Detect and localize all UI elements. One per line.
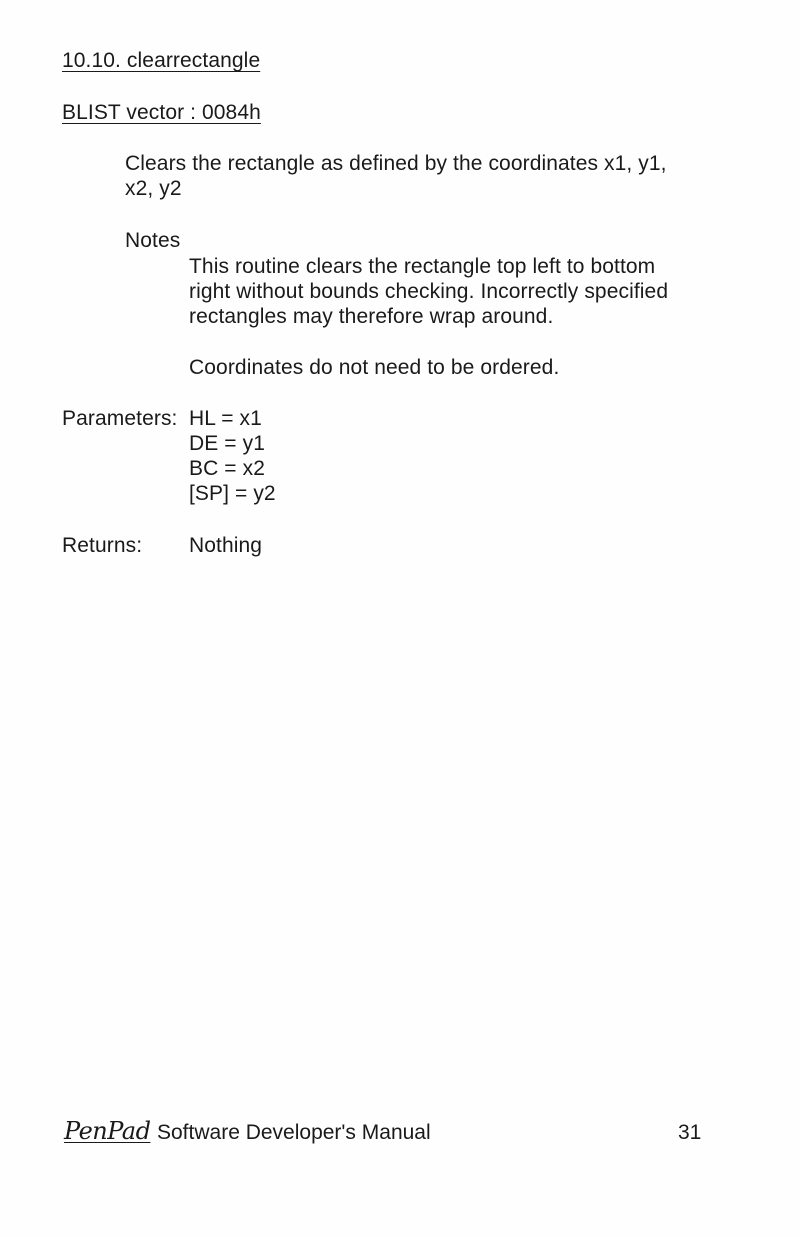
- section-title: 10.10. clearrectangle: [62, 49, 261, 72]
- parameter-bc: BC = x2: [189, 457, 265, 480]
- description-line-2: x2, y2: [125, 177, 182, 200]
- description-line-1: Clears the rectangle as defined by the coordinates x1, y1,: [125, 152, 667, 175]
- penpad-logo: PenPad: [64, 1117, 151, 1145]
- parameter-hl: HL = x1: [189, 407, 262, 430]
- notes-paragraph-1-line-3: rectangles may therefore wrap around.: [189, 305, 554, 328]
- page-number: 31: [678, 1121, 702, 1144]
- parameter-de: DE = y1: [189, 432, 265, 455]
- parameter-sp: [SP] = y2: [189, 482, 276, 505]
- returns-label: Returns:: [62, 534, 143, 557]
- parameters-label: Parameters:: [62, 407, 178, 430]
- manual-title: Software Developer's Manual: [157, 1121, 431, 1144]
- returns-value: Nothing: [189, 534, 263, 557]
- notes-paragraph-2: Coordinates do not need to be ordered.: [189, 356, 560, 379]
- notes-label: Notes: [125, 229, 181, 252]
- notes-paragraph-1-line-2: right without bounds checking. Incorrectly specified: [189, 280, 669, 303]
- blist-vector-heading: BLIST vector : 0084h: [62, 101, 261, 124]
- notes-paragraph-1-line-1: This routine clears the rectangle top left to bottom: [189, 255, 656, 278]
